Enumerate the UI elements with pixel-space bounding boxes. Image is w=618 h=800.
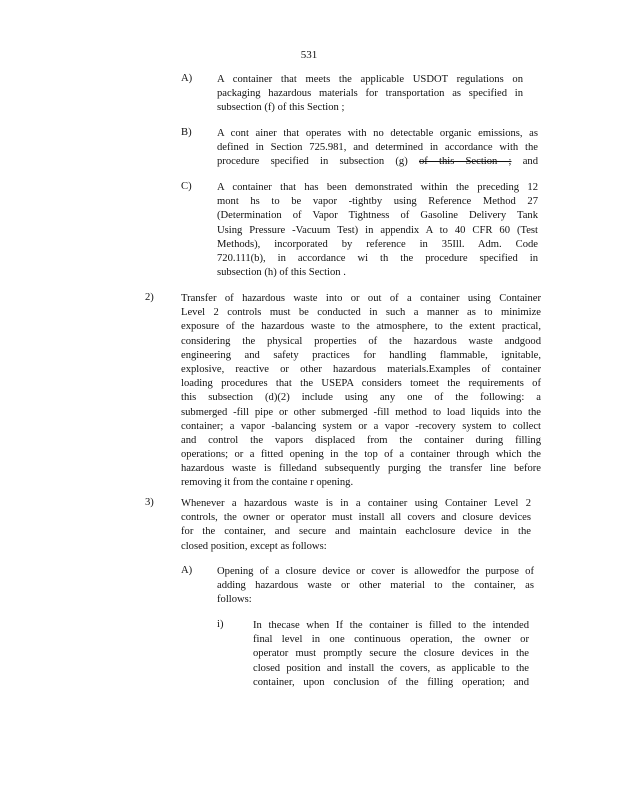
text-line: controls, the owner or operator must install all covers and closure devices — [181, 512, 531, 524]
text-line: adding hazardous waste or other material to the container, as — [217, 580, 534, 592]
item-marker: A) — [181, 73, 193, 84]
text-line: closed position, except as follows: — [181, 540, 327, 552]
text-line: final level in one continuous operation, the owner or — [253, 634, 529, 646]
text-line: follows: — [217, 594, 252, 606]
text-line: closed position and install the covers, as applicable to the — [253, 662, 529, 674]
text-line: this subsection (d)(2) include using any one of the following: a — [181, 392, 541, 404]
item-marker: B) — [181, 127, 192, 138]
text-line: Whenever a hazardous waste is in a container using Container Level 2 — [181, 498, 531, 509]
item-text — [217, 73, 523, 116]
item-marker: i) — [217, 619, 224, 630]
text-line: removing it from the containe r opening. — [181, 477, 354, 489]
item-marker: C) — [181, 181, 192, 192]
text-line: subsection (h) of this Section . — [217, 267, 346, 279]
text-line: In thecase when If the container is filled to the intended — [253, 620, 529, 631]
page-number: 531 — [300, 49, 318, 61]
struck-text: of this Section ; — [418, 156, 512, 168]
text-line: operator must promptly secure the closure devices in the — [253, 648, 529, 660]
item-text — [217, 181, 538, 280]
trailing-text: and — [522, 156, 538, 168]
text-line: considering the physical properties of the hazardous waste andgood — [181, 335, 541, 347]
text-line: A container that has been demonstrated within the preceding 12 — [217, 182, 538, 193]
text-line: exposure of the hazardous waste to the atmosphere, to the extent practical, — [181, 321, 541, 333]
text-line: hazardous waste is filledand subsequently purging the transfer line before — [181, 463, 541, 475]
text-line: Level 2 controls must be conducted in such a manner as to minimize — [181, 307, 541, 319]
text-line: container; a vapor -balancing system or a vapor -recovery system to collect — [181, 420, 541, 432]
text-line: defined in Section 725.981, and determined in accordance with the — [217, 142, 538, 154]
text-line: mont hs to be vapor -tightby using Reference Method 27 — [217, 196, 538, 208]
item-marker: A) — [181, 565, 193, 576]
text-line: Using Pressure -Vacuum Test) in appendix A to 40 CFR 60 (Test — [217, 224, 538, 236]
text-line: subsection (f) of this Section ; — [217, 102, 345, 114]
text-line: Transfer of hazardous waste into or out of a container using Container — [181, 293, 541, 304]
text-line: submerged -fill pipe or other submerged -fill method to load liquids into the — [181, 406, 541, 418]
text-line: container, upon conclusion of the filling operation; and — [253, 676, 529, 688]
text-line: A cont ainer that operates with no detectable organic emissions, as — [217, 128, 538, 139]
text-line: explosive, reactive or other hazardous materials.Examples of container — [181, 363, 541, 375]
item-text — [217, 565, 534, 608]
text-line: for the container, and secure and maintain eachclosure device in the — [181, 526, 531, 538]
item-text — [181, 292, 541, 491]
text-line: engineering and safety practices for handling flammable, ignitable, — [181, 349, 541, 361]
text-line: 720.111(b), in accordance wi th the procedure specified in — [217, 252, 538, 264]
text-line: Methods), incorporated by reference in 35Ill. Adm. Code — [217, 238, 538, 250]
text-line: and control the vapors displaced from the container during filling — [181, 434, 541, 446]
text-line: packaging hazardous materials for transportation as specified in — [217, 88, 523, 100]
text-line: Opening of a closure device or cover is allowedfor the purpose of — [217, 566, 534, 577]
item-text — [181, 497, 531, 554]
text-line-with-strike — [217, 155, 538, 169]
text-line: (Determination of Vapor Tightness of Gasoline Delivery Tank — [217, 210, 538, 222]
item-text — [253, 619, 529, 690]
text-segment: procedure specified in subsection (g) — [217, 156, 408, 168]
text-line: A container that meets the applicable USDOT regulations on — [217, 74, 523, 85]
text-line: loading procedures that the USEPA considers tomeet the requirements of — [181, 378, 541, 390]
text-line: operations; or a fitted opening in the top of a container through which the — [181, 449, 541, 461]
item-marker: 2) — [145, 292, 154, 303]
item-text — [217, 127, 538, 170]
item-marker: 3) — [145, 497, 154, 508]
